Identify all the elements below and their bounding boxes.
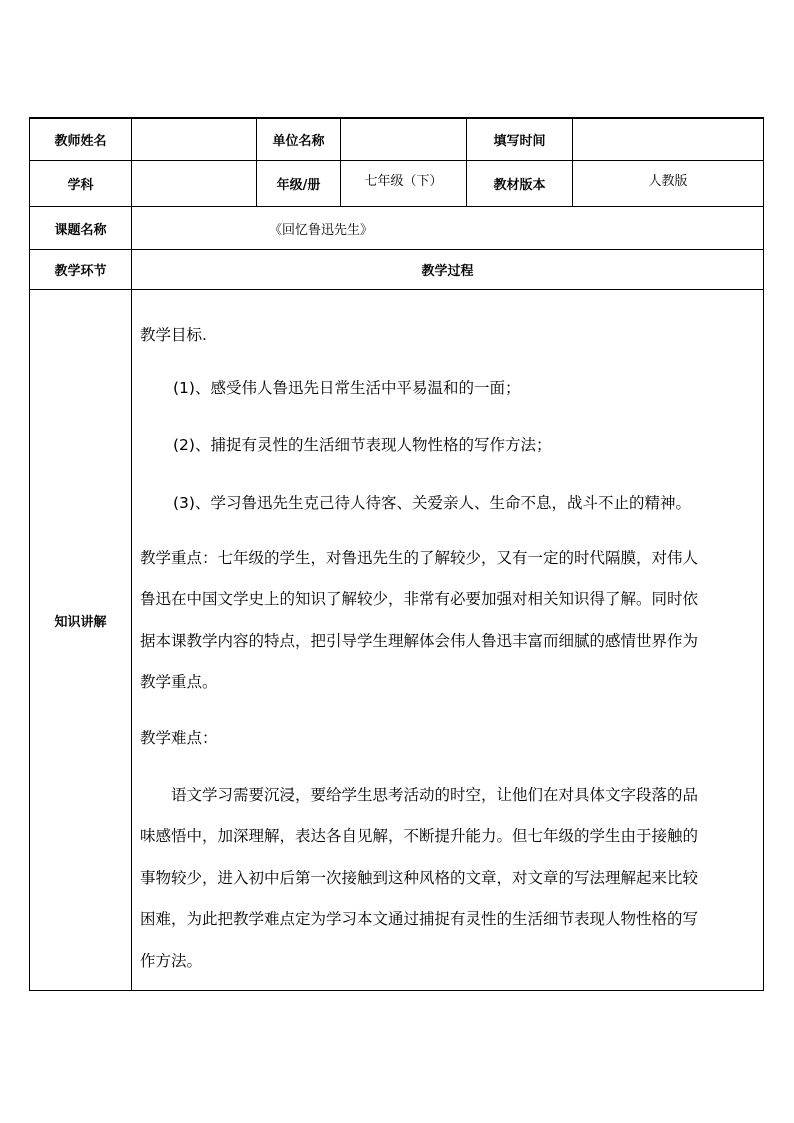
row-divider: [30, 206, 763, 207]
key-points-line: 鲁迅在中国文学史上的知识了解较少，非常有必要加强对相关知识得了解。同时依: [140, 590, 699, 608]
fill-time-value: [573, 119, 763, 160]
grade-value: 七年级（下）: [364, 174, 443, 189]
difficulty-line: 困难，为此把教学难点定为学习本文通过捕捉有灵性的生活细节表现人物性格的写: [140, 910, 699, 928]
key-points-line: 教学重点。: [140, 673, 218, 691]
unit-name-label: 单位名称: [272, 134, 325, 149]
stage-label: 教学环节: [54, 264, 107, 279]
difficulty-line: 语文学习需要沉浸，要给学生思考活动的时空，让他们在对具体文字段落的品: [171, 786, 699, 804]
knowledge-explanation-label: 知识讲解: [54, 614, 107, 630]
textbook-label: 教材版本: [493, 178, 546, 193]
topic-value: 《回忆鲁迅先生》: [269, 222, 374, 238]
topic-label: 课题名称: [54, 222, 107, 238]
unit-name-value: [341, 119, 466, 160]
key-points-line: 据本课教学内容的特点，把引导学生理解体会伟人鲁迅丰富而细腻的感情世界作为: [140, 632, 699, 650]
teacher-name-label: 教师姓名: [54, 134, 107, 149]
subject-value: [132, 161, 256, 206]
textbook-value: 人教版: [648, 174, 688, 189]
goal-item: (2)、捕捉有灵性的生活细节表现人物性格的写作方法；: [173, 436, 552, 454]
process-label: 教学过程: [421, 264, 474, 279]
goal-heading: 教学目标.: [140, 326, 207, 344]
difficulty-line: 味感悟中，加深理解，表达各自见解，不断提升能力。但七年级的学生由于接触的: [140, 827, 699, 845]
subject-label: 学科: [67, 178, 94, 193]
row-divider: [30, 289, 763, 290]
difficulty-heading: 教学难点：: [140, 729, 218, 747]
key-points-line: 教学重点：七年级的学生，对鲁迅先生的了解较少，又有一定的时代隔膜，对伟人: [140, 549, 699, 567]
fill-time-label: 填写时间: [493, 134, 546, 149]
difficulty-line: 作方法。: [140, 952, 203, 970]
goal-item: (3)、学习鲁迅先生克己待人待客、关爱亲人、生命不息，战斗不止的精神。: [173, 494, 691, 512]
teacher-name-value: [132, 119, 256, 160]
goal-item: (1)、感受伟人鲁迅先日常生活中平易温和的一面；: [173, 379, 521, 397]
grade-label: 年级/册: [276, 178, 321, 193]
difficulty-line: 事物较少，进入初中后第一次接触到这种风格的文章，对文章的写法理解起来比较: [140, 869, 699, 887]
lesson-plan-table: [29, 117, 764, 991]
